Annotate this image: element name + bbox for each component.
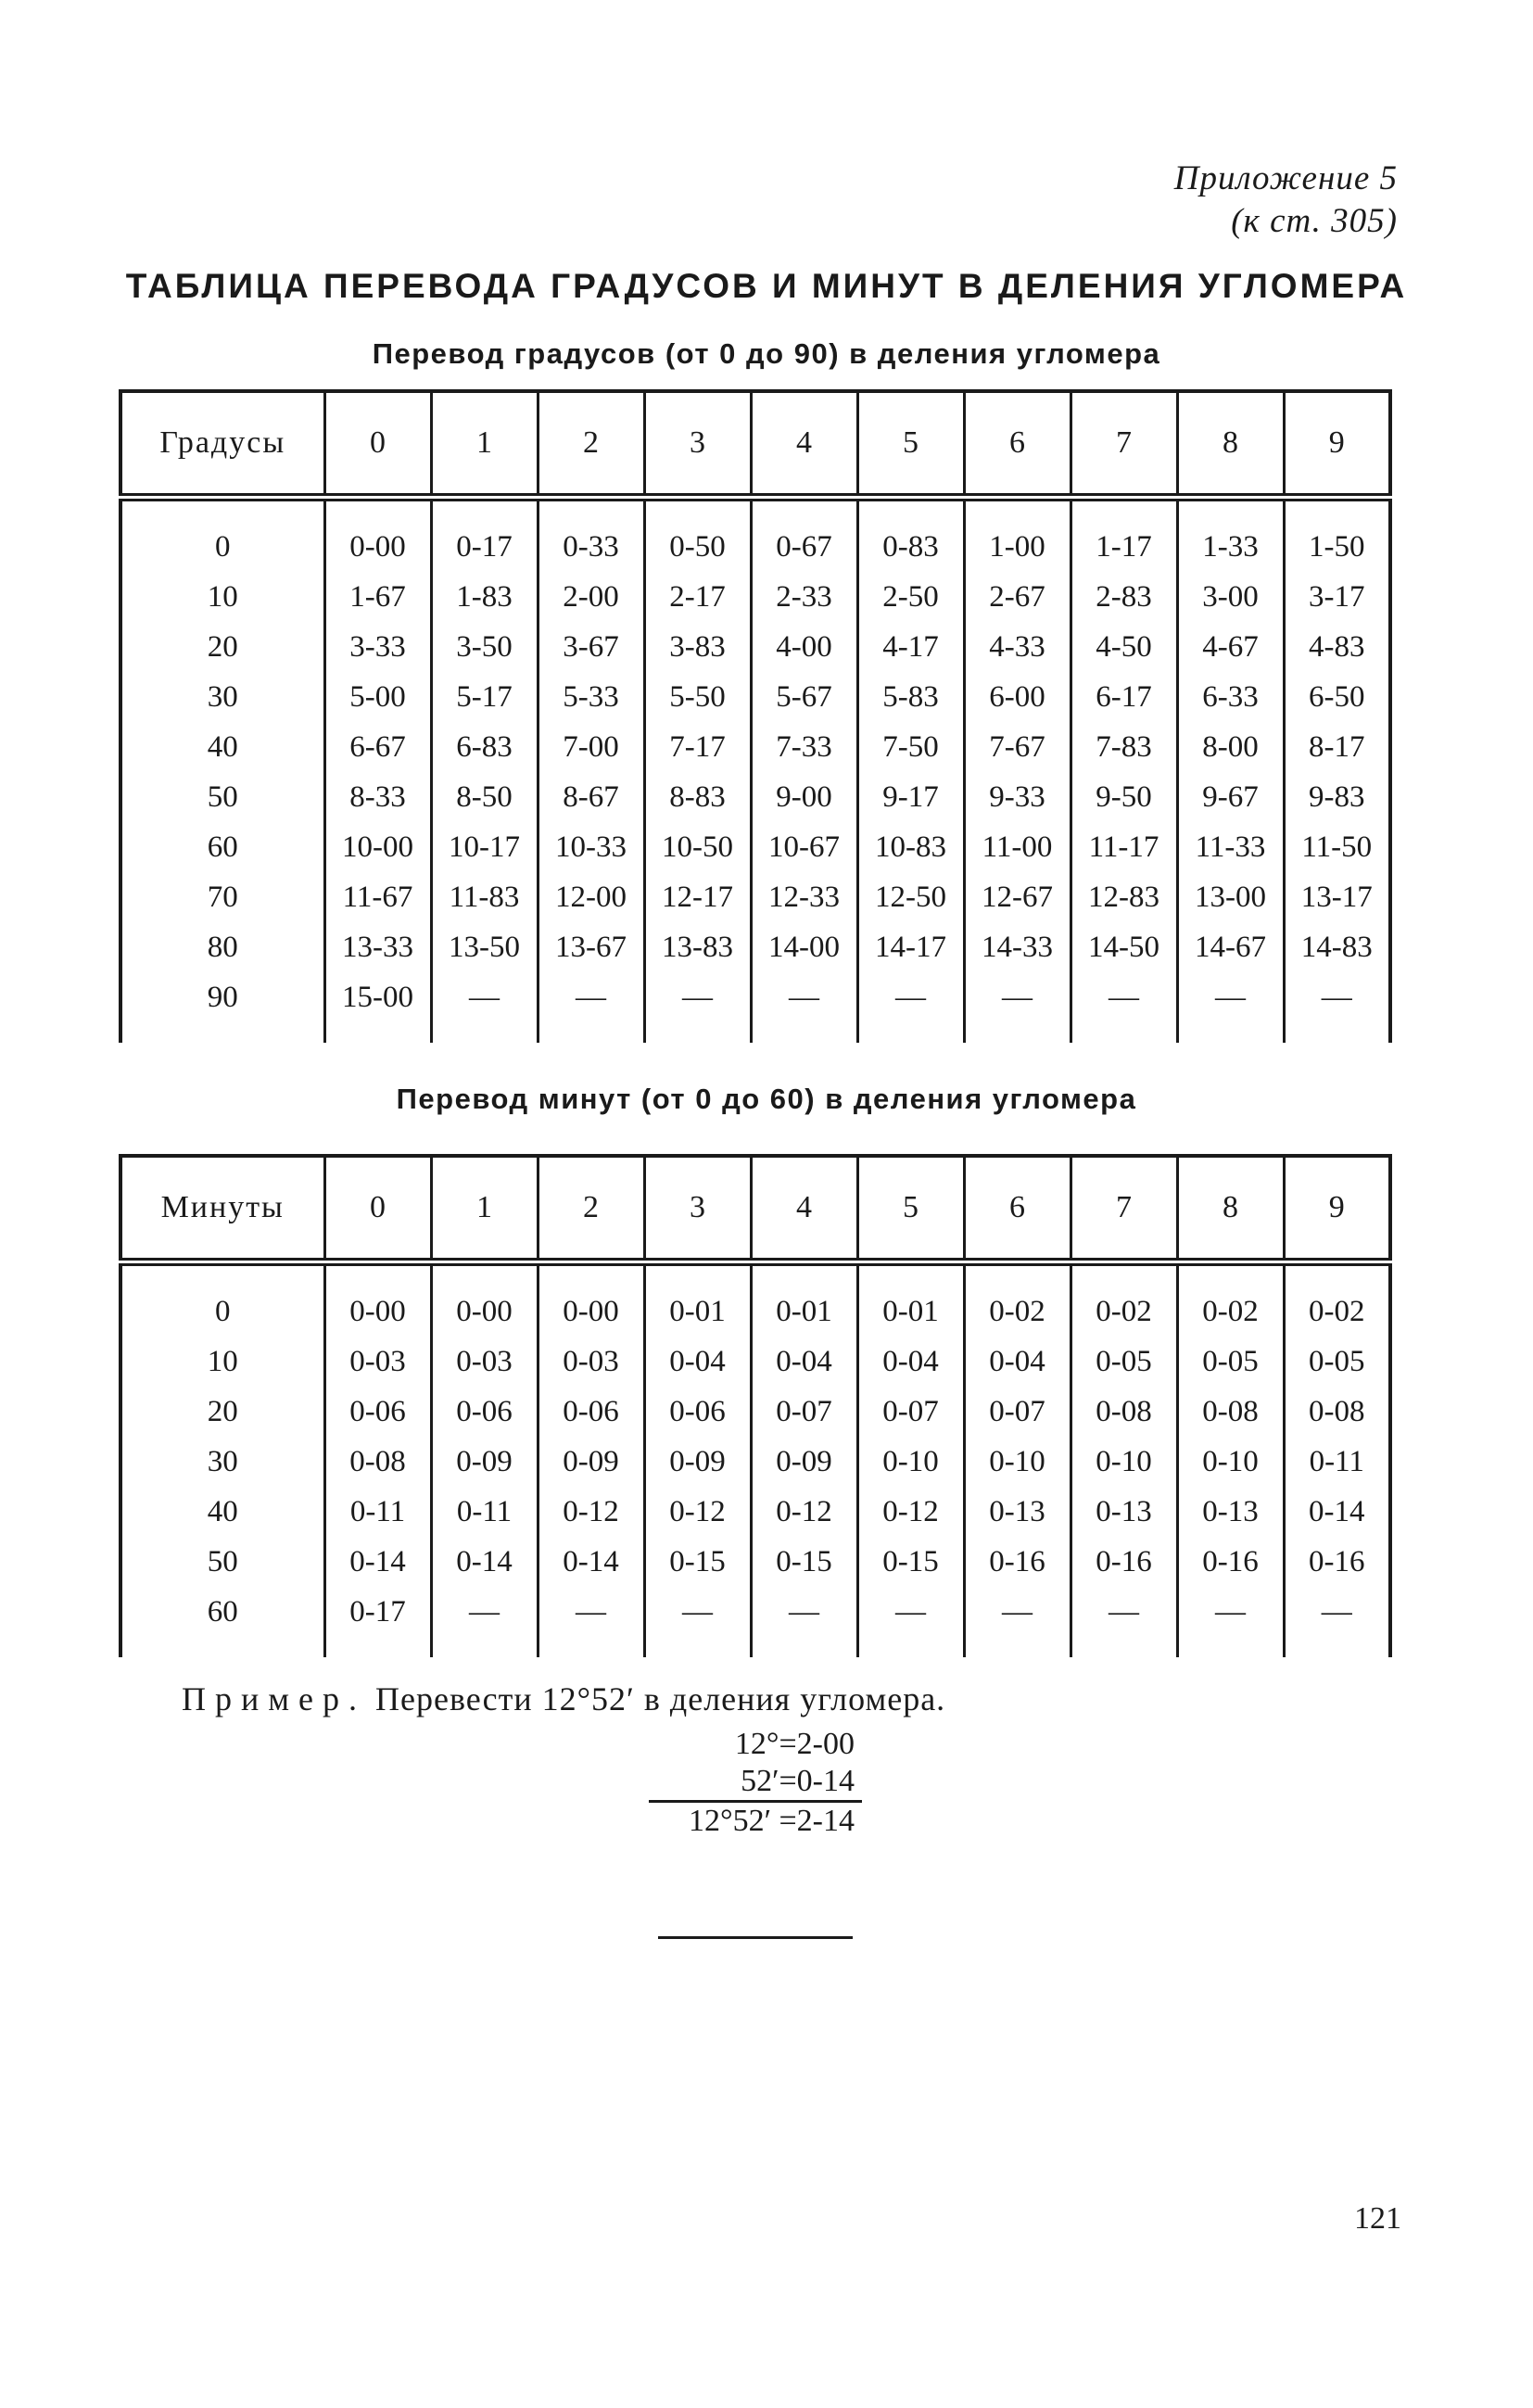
value-cell: 3-00 <box>1177 572 1284 622</box>
value-cell: 8-67 <box>538 772 644 822</box>
value-cell: 9-67 <box>1177 772 1284 822</box>
value-cell: 11-33 <box>1177 822 1284 872</box>
value-cell: 0-02 <box>1177 1262 1284 1337</box>
value-cell: 0-16 <box>964 1537 1071 1587</box>
value-cell: 0-13 <box>1177 1487 1284 1537</box>
value-cell: 13-00 <box>1177 872 1284 922</box>
value-cell: 0-67 <box>751 498 857 573</box>
value-cell: 0-01 <box>857 1262 964 1337</box>
table-row <box>120 1537 1390 1587</box>
value-cell: 7-33 <box>751 722 857 772</box>
row-label-cell: 10 <box>207 1344 238 1378</box>
table-row <box>120 972 1390 1043</box>
value-cell: 3-67 <box>538 622 644 672</box>
value-cell: 0-04 <box>751 1337 857 1387</box>
value-cell: — <box>751 972 857 1043</box>
value-cell: 13-67 <box>538 922 644 972</box>
table-row <box>120 822 1390 872</box>
row-label-cell: 60 <box>207 1594 238 1629</box>
value-cell: 0-14 <box>431 1537 538 1587</box>
value-cell: 14-33 <box>964 922 1071 972</box>
example-paragraph <box>182 1679 945 1718</box>
column-header: 2 <box>538 391 644 498</box>
row-label-cell: 50 <box>207 779 238 814</box>
value-cell: 4-00 <box>751 622 857 672</box>
page-title: ТАБЛИЦА ПЕРЕВОДА ГРАДУСОВ И МИНУТ В ДЕЛЕНИЯ УГЛОМЕРА <box>125 267 1408 305</box>
value-cell: 0-00 <box>324 498 431 573</box>
value-cell: 1-83 <box>431 572 538 622</box>
value-cell: — <box>1177 972 1284 1043</box>
table-row <box>120 1337 1390 1387</box>
column-header: 3 <box>644 391 751 498</box>
value-cell: 11-50 <box>1284 822 1390 872</box>
calc-line-degrees: 12°=2-00 <box>734 1727 855 1761</box>
value-cell: 14-00 <box>751 922 857 972</box>
value-cell: 5-17 <box>431 672 538 722</box>
value-cell: — <box>1177 1587 1284 1657</box>
value-cell: 8-17 <box>1284 722 1390 772</box>
value-cell: 0-10 <box>857 1437 964 1487</box>
value-cell: 5-00 <box>324 672 431 722</box>
value-cell: 0-06 <box>324 1387 431 1437</box>
value-cell: — <box>538 972 644 1043</box>
value-cell: 5-50 <box>644 672 751 722</box>
row-label-cell: 20 <box>207 629 238 664</box>
calc-line-minutes: 52′=0-14 <box>741 1764 855 1798</box>
column-header: 8 <box>1177 1156 1284 1262</box>
row-label-cell: 40 <box>207 1494 238 1528</box>
value-cell: 7-83 <box>1071 722 1177 772</box>
row-label-cell: 10 <box>207 579 238 614</box>
value-cell: 0-11 <box>431 1487 538 1537</box>
value-cell: 5-83 <box>857 672 964 722</box>
column-header: 7 <box>1071 391 1177 498</box>
value-cell: 0-12 <box>644 1487 751 1537</box>
value-cell: 0-01 <box>751 1262 857 1337</box>
value-cell: 0-06 <box>431 1387 538 1437</box>
value-cell: 0-14 <box>324 1537 431 1587</box>
value-cell: — <box>964 972 1071 1043</box>
value-cell: 0-13 <box>1071 1487 1177 1537</box>
row-header-label: Минуты <box>120 1156 324 1262</box>
table-row <box>120 1437 1390 1487</box>
table-row <box>120 1262 1390 1337</box>
value-cell: 0-13 <box>964 1487 1071 1537</box>
value-cell: 10-00 <box>324 822 431 872</box>
column-header: 4 <box>751 1156 857 1262</box>
value-cell: 0-83 <box>857 498 964 573</box>
row-label-cell: 30 <box>207 1444 238 1478</box>
table-row <box>120 922 1390 972</box>
value-cell: 10-33 <box>538 822 644 872</box>
value-cell: 0-16 <box>1284 1537 1390 1587</box>
value-cell: 0-01 <box>644 1262 751 1337</box>
example-text: Перевести 12°52′ в деления угломера. <box>375 1680 946 1717</box>
value-cell: 6-67 <box>324 722 431 772</box>
table-row <box>120 572 1390 622</box>
row-label-cell: 0 <box>215 1294 231 1328</box>
value-cell: 9-00 <box>751 772 857 822</box>
value-cell: 0-00 <box>431 1262 538 1337</box>
row-label-cell: 50 <box>207 1544 238 1578</box>
value-cell: 3-17 <box>1284 572 1390 622</box>
value-cell: 3-33 <box>324 622 431 672</box>
value-cell: 1-17 <box>1071 498 1177 573</box>
column-header: 4 <box>751 391 857 498</box>
column-header: 1 <box>431 1156 538 1262</box>
column-header: 5 <box>857 391 964 498</box>
value-cell: — <box>431 1587 538 1657</box>
value-cell: 5-33 <box>538 672 644 722</box>
value-cell: — <box>964 1587 1071 1657</box>
value-cell: 0-06 <box>644 1387 751 1437</box>
value-cell: 0-15 <box>751 1537 857 1587</box>
value-cell: — <box>1071 972 1177 1043</box>
value-cell: — <box>644 1587 751 1657</box>
row-label-cell: 40 <box>207 729 238 764</box>
value-cell: 0-16 <box>1177 1537 1284 1587</box>
calc-total: 12°52′ =2-14 <box>649 1800 862 1840</box>
value-cell: 2-33 <box>751 572 857 622</box>
value-cell: 8-83 <box>644 772 751 822</box>
value-cell: 0-12 <box>751 1487 857 1537</box>
table-row <box>120 1387 1390 1437</box>
row-label-cell: 90 <box>207 980 238 1014</box>
value-cell: 0-00 <box>538 1262 644 1337</box>
value-cell: 6-83 <box>431 722 538 772</box>
value-cell: 0-07 <box>964 1387 1071 1437</box>
value-cell: 0-17 <box>431 498 538 573</box>
value-cell: 0-03 <box>538 1337 644 1387</box>
value-cell: 2-50 <box>857 572 964 622</box>
column-header: 2 <box>538 1156 644 1262</box>
value-cell: 12-17 <box>644 872 751 922</box>
value-cell: 9-83 <box>1284 772 1390 822</box>
value-cell: 0-15 <box>644 1537 751 1587</box>
value-cell: 13-83 <box>644 922 751 972</box>
value-cell: 4-50 <box>1071 622 1177 672</box>
value-cell: — <box>644 972 751 1043</box>
value-cell: 7-17 <box>644 722 751 772</box>
value-cell: 0-07 <box>857 1387 964 1437</box>
value-cell: 0-05 <box>1071 1337 1177 1387</box>
value-cell: — <box>538 1587 644 1657</box>
value-cell: 0-10 <box>1071 1437 1177 1487</box>
value-cell: 0-02 <box>1284 1262 1390 1337</box>
value-cell: 12-33 <box>751 872 857 922</box>
minutes-conversion-table <box>119 1154 1392 1657</box>
row-label-cell: 70 <box>207 880 238 914</box>
value-cell: 9-50 <box>1071 772 1177 822</box>
value-cell: 7-50 <box>857 722 964 772</box>
table-header-row <box>120 1156 1390 1262</box>
value-cell: 0-04 <box>857 1337 964 1387</box>
value-cell: 11-00 <box>964 822 1071 872</box>
value-cell: 11-17 <box>1071 822 1177 872</box>
value-cell: 0-02 <box>964 1262 1071 1337</box>
value-cell: 14-83 <box>1284 922 1390 972</box>
value-cell: 2-67 <box>964 572 1071 622</box>
value-cell: 12-83 <box>1071 872 1177 922</box>
table-row <box>120 1487 1390 1537</box>
value-cell: 0-09 <box>431 1437 538 1487</box>
value-cell: 12-50 <box>857 872 964 922</box>
value-cell: — <box>857 1587 964 1657</box>
value-cell: — <box>751 1587 857 1657</box>
table-row <box>120 622 1390 672</box>
value-cell: 9-17 <box>857 772 964 822</box>
value-cell: 0-33 <box>538 498 644 573</box>
value-cell: 14-67 <box>1177 922 1284 972</box>
value-cell: 0-07 <box>751 1387 857 1437</box>
value-cell: 0-08 <box>324 1437 431 1487</box>
value-cell: 0-14 <box>538 1537 644 1587</box>
value-cell: 1-67 <box>324 572 431 622</box>
value-cell: 0-15 <box>857 1537 964 1587</box>
row-label-cell: 60 <box>207 830 238 864</box>
appendix-reference: (к ст. 305) <box>1231 202 1398 240</box>
value-cell: 0-08 <box>1071 1387 1177 1437</box>
value-cell: — <box>1284 1587 1390 1657</box>
value-cell: 0-14 <box>1284 1487 1390 1537</box>
value-cell: 5-67 <box>751 672 857 722</box>
value-cell: 0-08 <box>1177 1387 1284 1437</box>
end-divider <box>658 1936 853 1939</box>
value-cell: 7-00 <box>538 722 644 772</box>
table-header-row <box>120 391 1390 498</box>
value-cell: 0-10 <box>964 1437 1071 1487</box>
value-cell: 0-16 <box>1071 1537 1177 1587</box>
column-header: 0 <box>324 391 431 498</box>
value-cell: 0-09 <box>538 1437 644 1487</box>
value-cell: 6-50 <box>1284 672 1390 722</box>
column-header: 1 <box>431 391 538 498</box>
value-cell: 0-05 <box>1284 1337 1390 1387</box>
column-header: 9 <box>1284 1156 1390 1262</box>
value-cell: 13-17 <box>1284 872 1390 922</box>
value-cell: 6-00 <box>964 672 1071 722</box>
value-cell: 4-33 <box>964 622 1071 672</box>
value-cell: 13-33 <box>324 922 431 972</box>
table-row <box>120 1587 1390 1657</box>
value-cell: — <box>431 972 538 1043</box>
value-cell: 3-50 <box>431 622 538 672</box>
value-cell: — <box>1071 1587 1177 1657</box>
example-label: Пример. <box>182 1680 367 1717</box>
value-cell: 8-00 <box>1177 722 1284 772</box>
value-cell: 14-17 <box>857 922 964 972</box>
value-cell: 0-12 <box>857 1487 964 1537</box>
value-cell: 7-67 <box>964 722 1071 772</box>
degrees-conversion-table <box>119 389 1392 1043</box>
value-cell: 0-11 <box>324 1487 431 1537</box>
value-cell: 2-00 <box>538 572 644 622</box>
value-cell: 10-50 <box>644 822 751 872</box>
column-header: 6 <box>964 391 1071 498</box>
value-cell: 1-00 <box>964 498 1071 573</box>
row-header-label: Градусы <box>120 391 324 498</box>
value-cell: 10-67 <box>751 822 857 872</box>
value-cell: 0-09 <box>751 1437 857 1487</box>
value-cell: — <box>1284 972 1390 1043</box>
table-row <box>120 872 1390 922</box>
value-cell: 4-67 <box>1177 622 1284 672</box>
value-cell: 0-12 <box>538 1487 644 1537</box>
value-cell: 0-50 <box>644 498 751 573</box>
value-cell: 15-00 <box>324 972 431 1043</box>
table-row <box>120 498 1390 573</box>
value-cell: 0-02 <box>1071 1262 1177 1337</box>
value-cell: 3-83 <box>644 622 751 672</box>
value-cell: 0-04 <box>964 1337 1071 1387</box>
value-cell: 4-17 <box>857 622 964 672</box>
page-number: 121 <box>1354 2201 1401 2236</box>
value-cell: — <box>857 972 964 1043</box>
value-cell: 4-83 <box>1284 622 1390 672</box>
row-label-cell: 30 <box>207 679 238 714</box>
value-cell: 0-06 <box>538 1387 644 1437</box>
table-row <box>120 722 1390 772</box>
value-cell: 0-00 <box>324 1262 431 1337</box>
value-cell: 1-50 <box>1284 498 1390 573</box>
value-cell: 8-33 <box>324 772 431 822</box>
value-cell: 11-83 <box>431 872 538 922</box>
degrees-table-caption: Перевод градусов (от 0 до 90) в деления угломера <box>372 337 1161 370</box>
value-cell: 12-00 <box>538 872 644 922</box>
row-label-cell: 80 <box>207 930 238 964</box>
value-cell: 13-50 <box>431 922 538 972</box>
value-cell: 0-08 <box>1284 1387 1390 1437</box>
row-label-cell: 0 <box>215 529 231 564</box>
value-cell: 10-17 <box>431 822 538 872</box>
value-cell: 0-03 <box>431 1337 538 1387</box>
value-cell: 0-03 <box>324 1337 431 1387</box>
appendix-label: Приложение 5 <box>1173 159 1398 197</box>
value-cell: 0-04 <box>644 1337 751 1387</box>
value-cell: 6-33 <box>1177 672 1284 722</box>
value-cell: 2-17 <box>644 572 751 622</box>
minutes-table-caption: Перевод минут (от 0 до 60) в деления угломера <box>396 1083 1137 1115</box>
column-header: 3 <box>644 1156 751 1262</box>
value-cell: 9-33 <box>964 772 1071 822</box>
column-header: 8 <box>1177 391 1284 498</box>
column-header: 7 <box>1071 1156 1177 1262</box>
value-cell: 14-50 <box>1071 922 1177 972</box>
column-header: 6 <box>964 1156 1071 1262</box>
column-header: 9 <box>1284 391 1390 498</box>
value-cell: 0-10 <box>1177 1437 1284 1487</box>
value-cell: 0-09 <box>644 1437 751 1487</box>
value-cell: 10-83 <box>857 822 964 872</box>
value-cell: 0-11 <box>1284 1437 1390 1487</box>
value-cell: 12-67 <box>964 872 1071 922</box>
value-cell: 1-33 <box>1177 498 1284 573</box>
table-row <box>120 672 1390 722</box>
value-cell: 11-67 <box>324 872 431 922</box>
value-cell: 2-83 <box>1071 572 1177 622</box>
table-row <box>120 772 1390 822</box>
column-header: 0 <box>324 1156 431 1262</box>
value-cell: 0-05 <box>1177 1337 1284 1387</box>
value-cell: 0-17 <box>324 1587 431 1657</box>
value-cell: 8-50 <box>431 772 538 822</box>
appendix-note <box>1174 158 1398 243</box>
row-label-cell: 20 <box>207 1394 238 1428</box>
value-cell: 6-17 <box>1071 672 1177 722</box>
column-header: 5 <box>857 1156 964 1262</box>
example-calculation <box>649 1726 862 1840</box>
